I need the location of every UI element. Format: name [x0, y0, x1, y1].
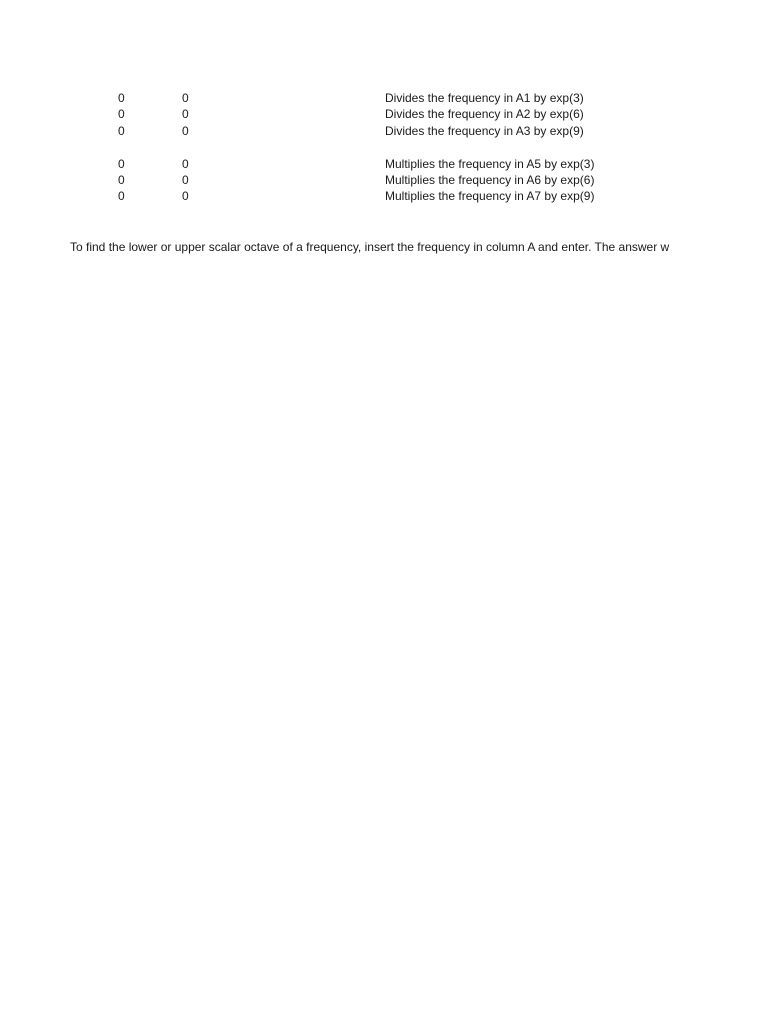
cell-description: Divides the frequency in A2 by exp(6)	[385, 107, 584, 121]
cell-description: Multiplies the frequency in A5 by exp(3)	[385, 157, 595, 171]
cell-value-b: 0	[182, 91, 189, 105]
cell-value-a: 0	[118, 107, 125, 121]
cell-value-a: 0	[118, 91, 125, 105]
cell-description: Multiplies the frequency in A7 by exp(9)	[385, 189, 595, 203]
table-row	[0, 90, 768, 106]
table-row	[0, 172, 768, 188]
instruction-note: To find the lower or upper scalar octave of a frequency, insert the frequency in column A and enter. The answer w	[70, 240, 670, 254]
cell-value-a: 0	[118, 157, 125, 171]
cell-value-b: 0	[182, 157, 189, 171]
table-row	[0, 106, 768, 122]
cell-description: Divides the frequency in A3 by exp(9)	[385, 124, 584, 138]
cell-value-a: 0	[118, 173, 125, 187]
cell-description: Multiplies the frequency in A6 by exp(6)	[385, 173, 595, 187]
cell-value-b: 0	[182, 173, 189, 187]
cell-value-b: 0	[182, 189, 189, 203]
table-row	[0, 156, 768, 172]
cell-description: Divides the frequency in A1 by exp(3)	[385, 91, 584, 105]
cell-value-a: 0	[118, 189, 125, 203]
table-row	[0, 188, 768, 204]
table-row	[0, 123, 768, 139]
cell-value-b: 0	[182, 107, 189, 121]
cell-value-b: 0	[182, 124, 189, 138]
cell-value-a: 0	[118, 124, 125, 138]
